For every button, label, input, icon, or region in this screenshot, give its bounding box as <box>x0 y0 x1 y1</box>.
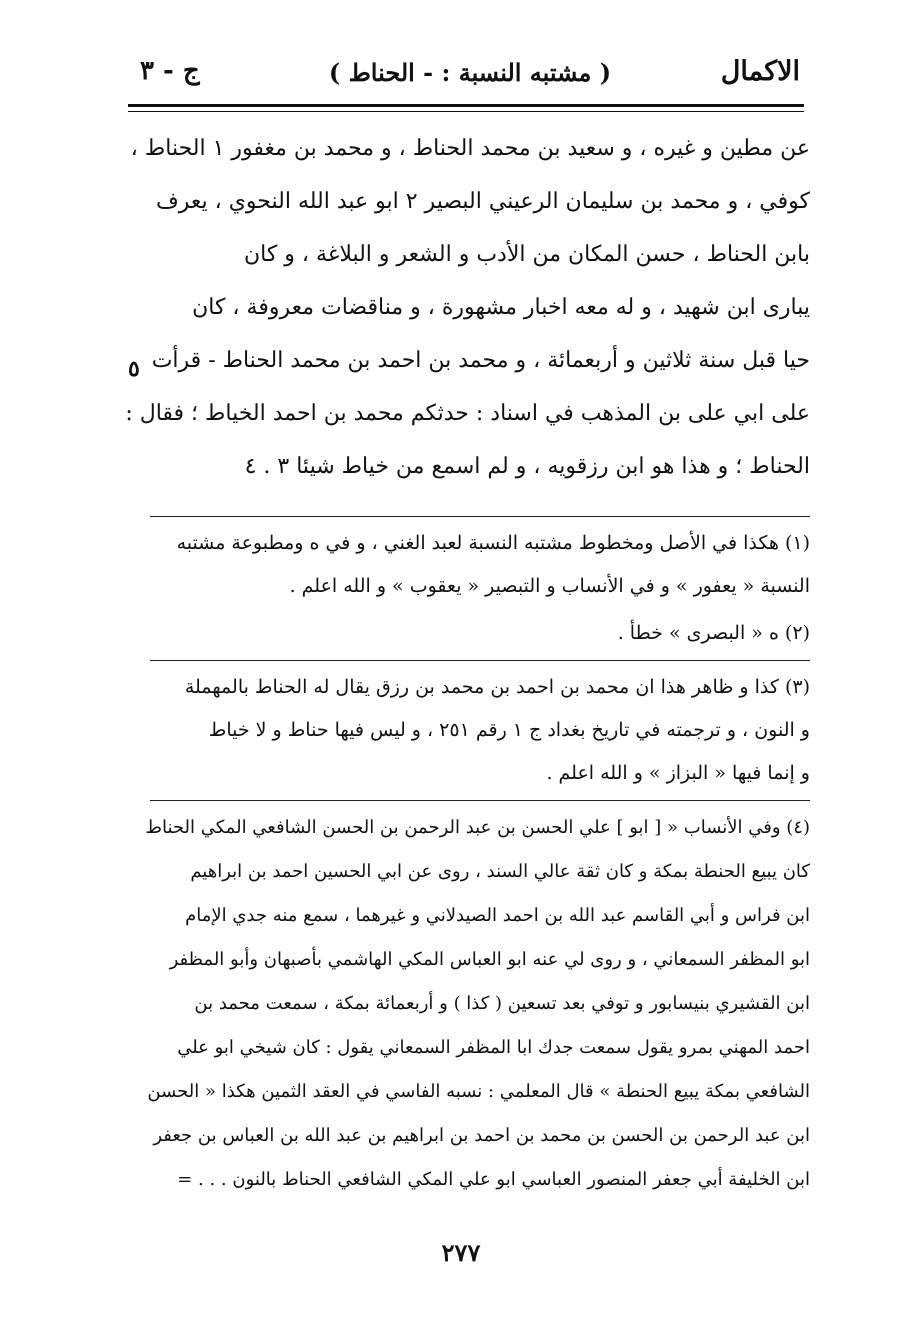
footnote-line: (٣) كذا و ظاهر هذا ان محمد بن احمد بن محمد بن رزق يقال له الحناط بالمهملة <box>184 676 810 698</box>
line-number: ٥ <box>128 356 140 382</box>
footnote-line: كان يبيع الحنطة بمكة و كان ثقة عالي السند ، روى عن ابي الحسين احمد بن ابراهيم <box>190 861 810 882</box>
footnote-4 <box>145 806 810 1202</box>
section-title: ( مشتبه النسبة : - الحناط ) <box>328 58 612 87</box>
footnote-3 <box>150 666 810 795</box>
volume-label: ج - ٣ <box>140 56 200 86</box>
footnote-separator <box>150 660 810 661</box>
text-line: حيا قبل سنة ثلاثين و أربعمائة ، و محمد بن احمد بن محمد الحناط - قرأت <box>151 348 810 373</box>
text-line: على ابي على بن المذهب في اسناد : حدثكم محمد بن احمد الخياط ؛ فقال : <box>125 401 810 426</box>
footnote-line: (٤) وفي الأنساب « [ ابو ] علي الحسن بن عبد الرحمن بن الحسن الشافعي المكي الحناط <box>145 817 810 838</box>
footnote-2 <box>150 612 810 655</box>
footnote-line: و النون ، و ترجمته في تاريخ بغداد ج ١ رقم ٢٥١ ، و ليس فيها حناط و لا خياط <box>208 719 810 741</box>
footnote-line: ابن القشيري بنيسابور و توفي بعد تسعين ( كذا ) و أربعمائة بمكة ، سمعت محمد بن <box>194 993 810 1014</box>
text-line: الحناط ؛ و هذا هو ابن رزقويه ، و لم اسمع من خياط شيئا ٣ . ٤ <box>244 454 810 479</box>
text-line: عن مطين و غيره ، و سعيد بن محمد الحناط ، و محمد بن مغفور ١ الحناط ، <box>130 136 810 161</box>
main-text <box>125 122 810 493</box>
footnote-line: (٢) ه « البصرى » خطأ . <box>617 622 810 644</box>
header-rule <box>128 104 804 107</box>
footnote-line: و إنما فيها « البزاز » و الله اعلم . <box>546 762 810 784</box>
footnote-line: النسبة « يعفور » و في الأنساب و التبصير « يعقوب » و الله اعلم . <box>289 575 810 597</box>
running-header <box>140 56 800 96</box>
footnote-separator <box>150 800 810 801</box>
header-rule-thin <box>128 111 804 112</box>
book-title: الاكمال <box>720 56 800 87</box>
footnote-line: احمد المهني بمرو يقول سمعت جدك ابا المظفر السمعاني يقول : كان شيخي ابو علي <box>177 1037 810 1058</box>
footnote-line: الشافعي بمكة يبيع الحنطة » قال المعلمي : نسبه الفاسي في العقد الثمين هكذا « الحسن <box>147 1081 810 1102</box>
footnote-line: (١) هكذا في الأصل ومخطوط مشتبه النسبة لعبد الغني ، و في ه ومطبوعة مشتبه <box>176 532 810 554</box>
page-number: ٢٧٧ <box>441 1238 481 1267</box>
text-line: بابن الحناط ، حسن المكان من الأدب و الشعر و البلاغة ، و كان <box>243 242 810 267</box>
footnote-separator <box>150 516 810 517</box>
footnote-line: ابن عبد الرحمن بن الحسن بن محمد بن احمد بن ابراهيم بن عبد الله بن العباس بن جعفر <box>153 1125 810 1146</box>
text-line: كوفي ، و محمد بن سليمان الرعيني البصير ٢ ابو عبد الله النحوي ، يعرف <box>155 189 810 214</box>
footnote-line: ابو المظفر السمعاني ، و روى لي عنه ابو العباس المكي الهاشمي بأصبهان وأبو المظفر <box>169 949 810 970</box>
text-line: يبارى ابن شهيد ، و له معه اخبار مشهورة ، و مناقضات معروفة ، كان <box>192 295 810 320</box>
footnote-1 <box>150 522 810 608</box>
footnote-line: ابن فراس و أبي القاسم عبد الله بن احمد الصيدلاني و غيرهما ، سمع منه جدي الإمام <box>185 905 810 926</box>
footnote-line: ابن الخليفة أبي جعفر المنصور العباسي ابو علي المكي الشافعي الحناط بالنون . . . = <box>177 1169 810 1190</box>
